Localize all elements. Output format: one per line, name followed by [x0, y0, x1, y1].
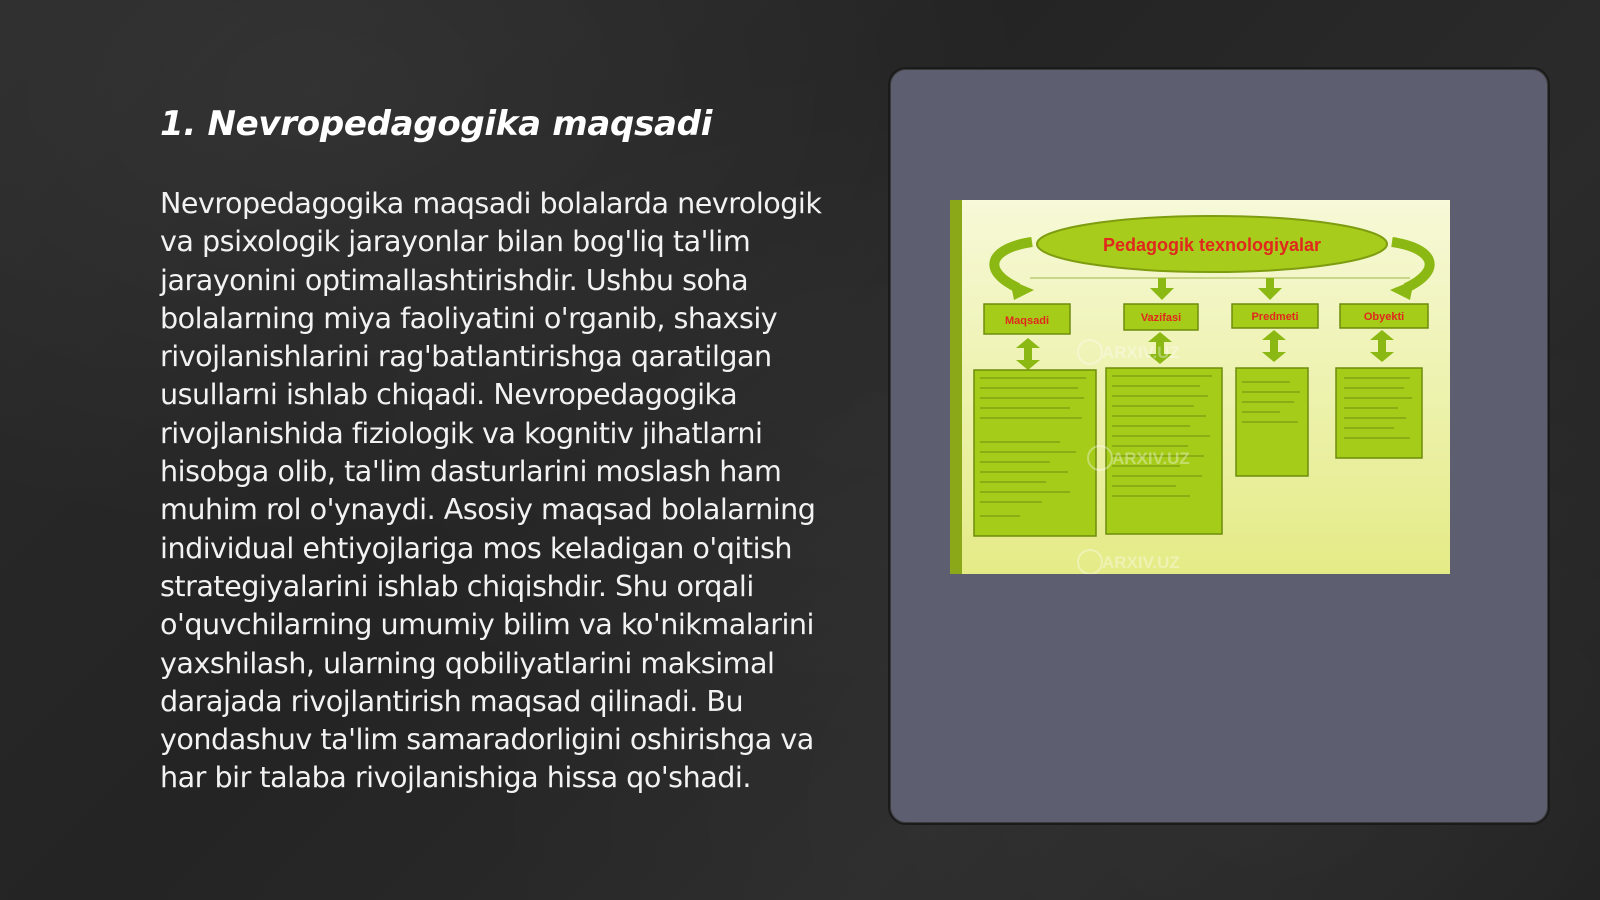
slide-body-text: Nevropedagogika maqsadi bolalarda nevrologik va psixologik jarayonlar bilan bog'liq ta'lim jarayonini optimallashtirishdir. Ushbu soha bolalarning miya faoliyatini o'rganib, shaxsiy rivojlanishlarini rag'batlantirishga qaratilgan usullarni ishlab chiqadi. Nevropedagogika rivojlanishida fiziologik va kognitiv jihatlarni hisobga olib, ta'lim dasturlarini moslash ham muhim rol o'ynaydi. Asosiy maqsad bolalarning individual ehtiyojlariga mos keladigan o'qitish strategiyalarini ishlab chiqishdir. Shu orqali o'quvchilarning umumiy bilim va ko'nikmalarini yaxshilash, ularning qobiliyatlarini maksimal darajada rivojlantirish maqsad qilinadi. Bu yondashuv ta'lim samaradorligini oshirishga va har bir talaba rivojlanishiga hissa qo'shadi.	[160, 186, 822, 795]
diagram-box-predmeti: Predmeti	[1251, 311, 1299, 323]
diagram-watermark-middle: ARXIV.UZ	[1112, 449, 1190, 468]
diagram-watermark-top: ARXIV.UZ	[1102, 343, 1180, 362]
diagram-box-maqsadi: Maqsadi	[1004, 315, 1050, 327]
diagram-svg	[950, 200, 1450, 574]
diagram-box-vazifasi: Vazifasi	[1140, 312, 1182, 324]
diagram-image	[950, 200, 1450, 574]
diagram-watermark-bottom: ARXIV.UZ	[1102, 553, 1180, 572]
slide-title: 1. Nevropedagogika maqsadi	[160, 104, 713, 144]
diagram-box-obyekti: Obyekti	[1363, 311, 1405, 323]
diagram-left-strip	[950, 200, 962, 574]
diagram-heading: Pedagogik texnologiyalar	[1102, 235, 1322, 255]
